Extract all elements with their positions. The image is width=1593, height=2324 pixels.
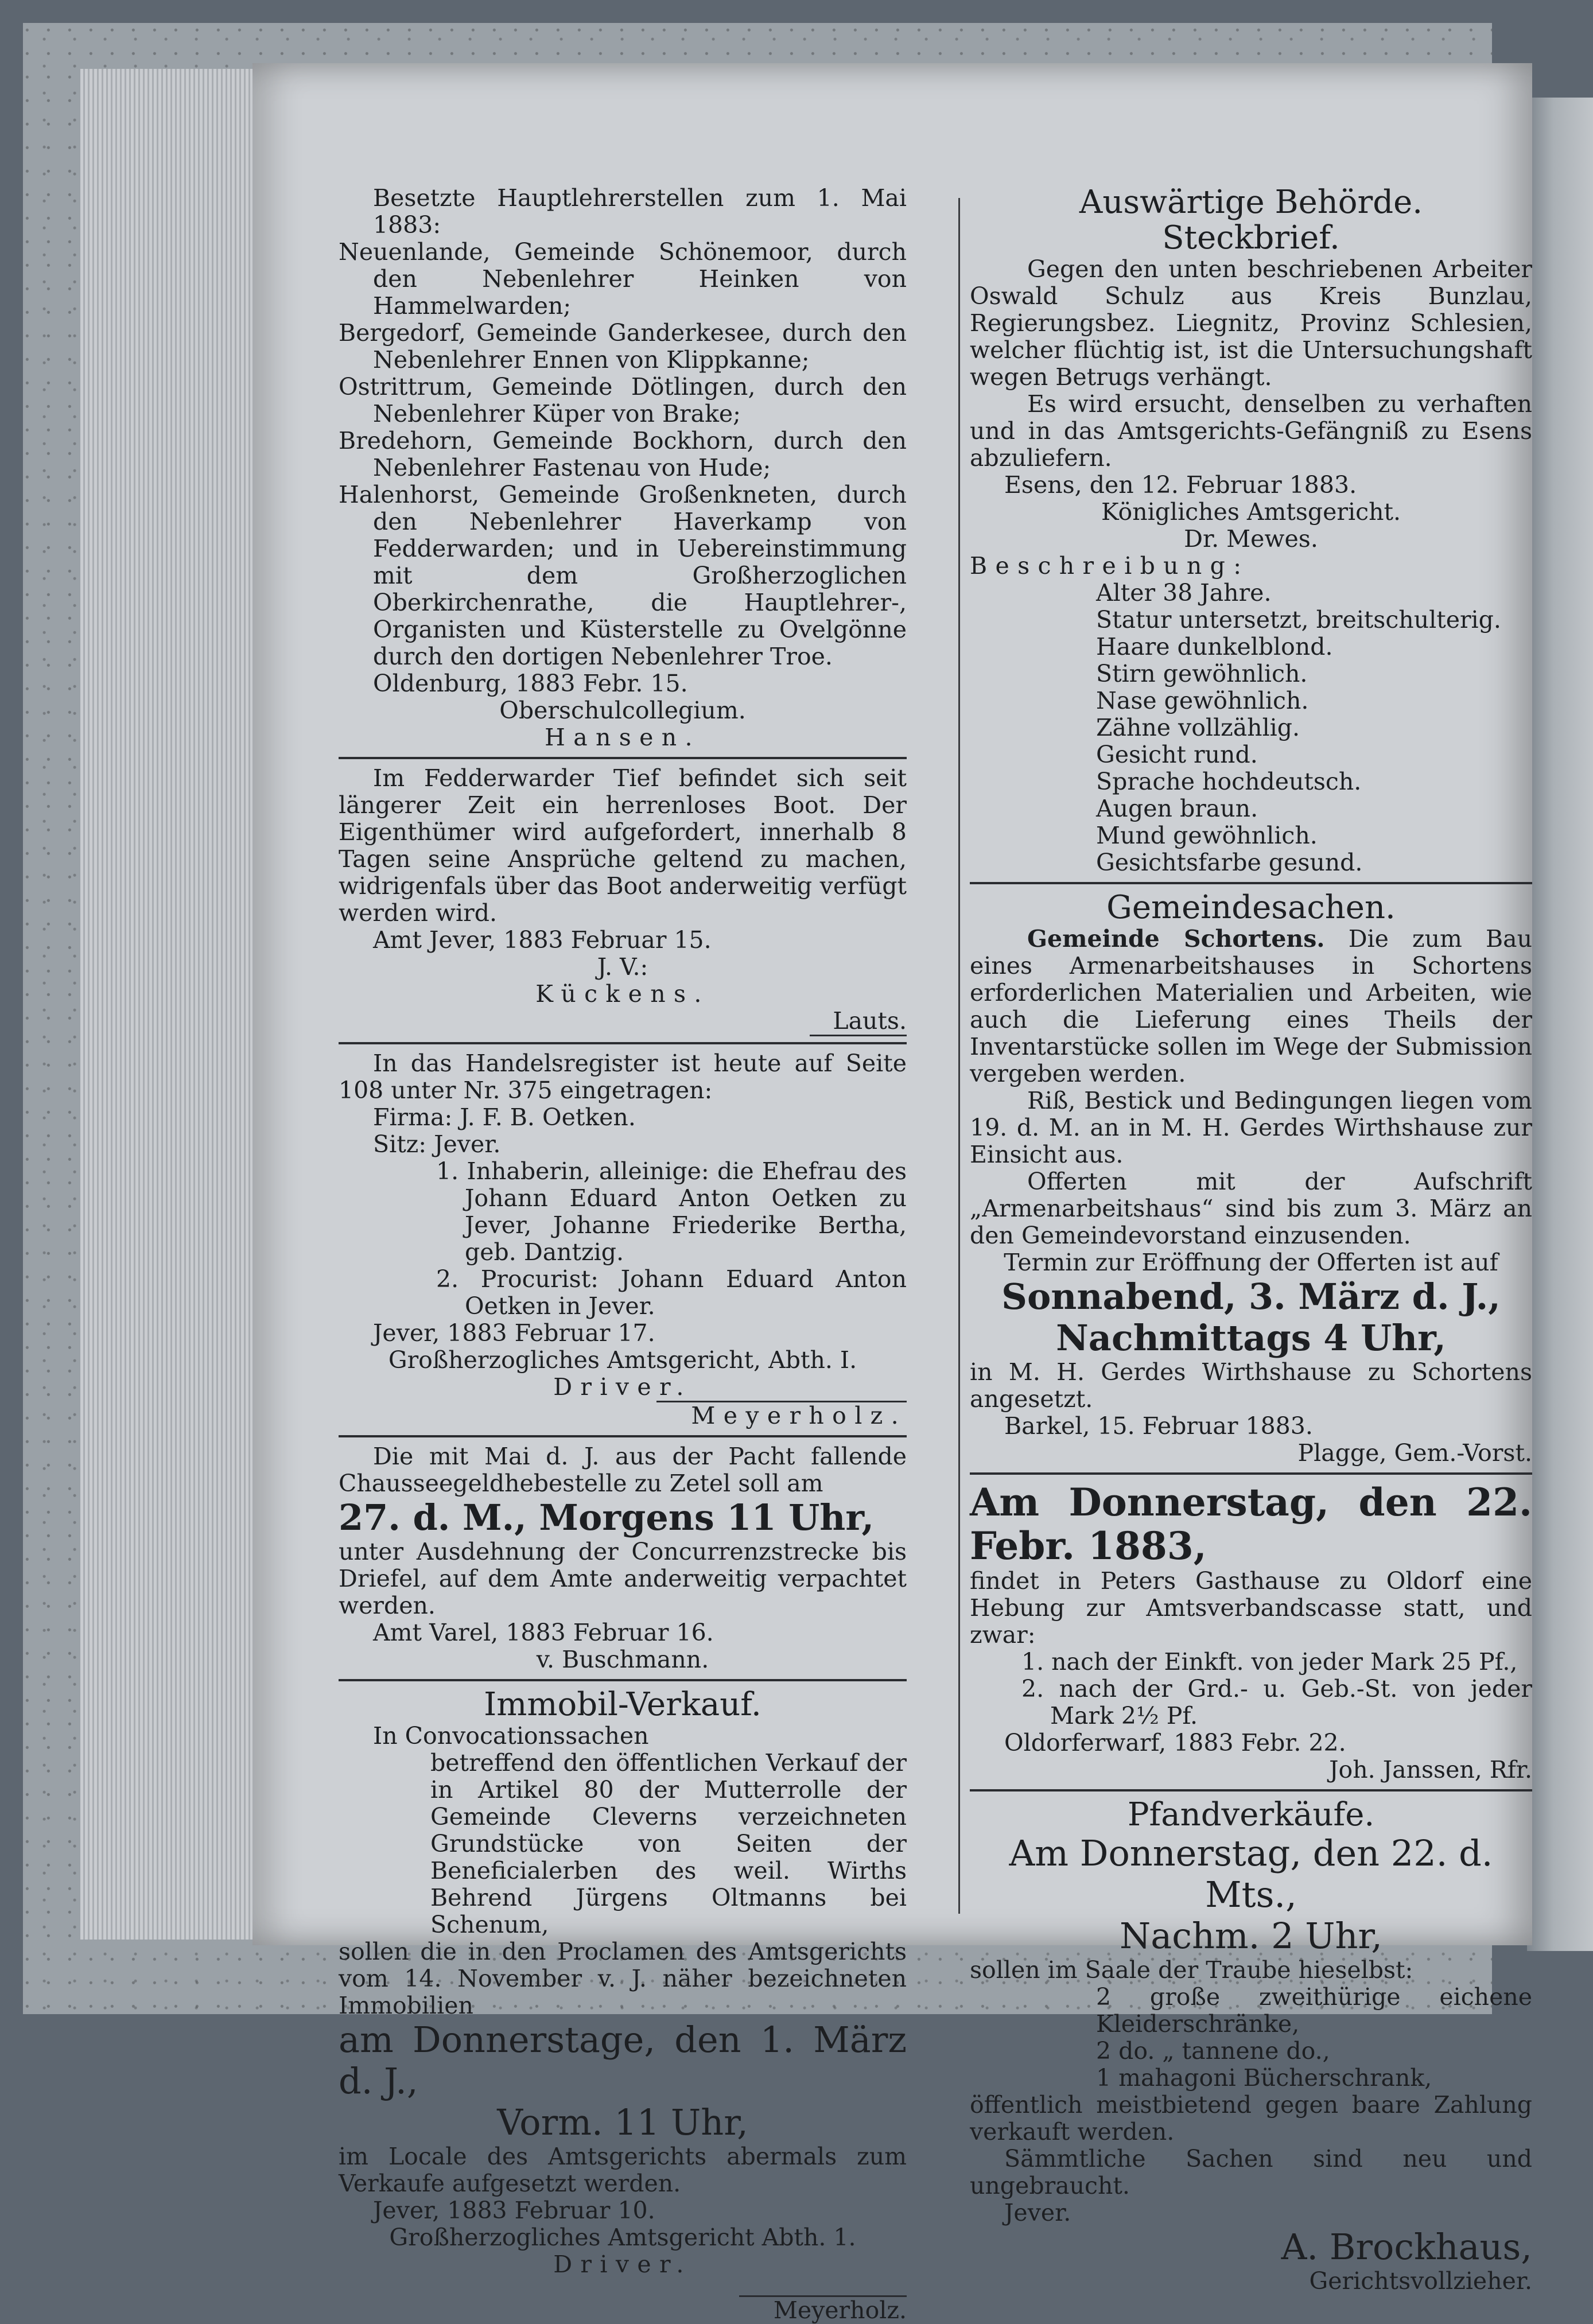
description-item: Gesicht rund. xyxy=(1096,741,1258,768)
text-line: Termin zur Eröffnung der Offerten ist auf xyxy=(1004,1249,1498,1276)
text-paragraph: in M. H. Gerdes Wirthshause zu Schortens angesetzt. xyxy=(970,1358,1532,1413)
signature-name: A. Brockhaus, xyxy=(1281,2226,1532,2268)
date-highlight: 27. d. M., Morgens 11 Uhr, xyxy=(339,1497,875,1538)
separator xyxy=(339,1042,907,1044)
description-item: Haare dunkelblond. xyxy=(1096,633,1333,660)
description-item: Mund gewöhnlich. xyxy=(1096,822,1318,849)
signature-name: Hansen. xyxy=(545,724,701,751)
text-paragraph: betreffend den öffentlichen Verkauf der in Artikel 80 der Mutterrolle der Gemeinde Cleverns verzeichneten Grundstücke von Seiten der Beneficialerben des weil. Wirths Behrend Jürgens Oltmanns bei Schenum, xyxy=(430,1749,907,1938)
lead-text: Gemeinde Schortens. xyxy=(1027,925,1325,953)
signature-name: Kückens. xyxy=(535,980,710,1008)
column-divider xyxy=(958,198,960,1914)
text-line: Bergedorf, Gemeinde Ganderkesee, durch den Nebenlehrer Ennen von Klippkanne; xyxy=(339,319,907,374)
firm-line: Firma: J. F. B. Oetken. xyxy=(373,1103,636,1131)
text-line: sollen im Saale der Traube hieselbst: xyxy=(970,1956,1413,1984)
right-column xyxy=(970,185,1532,2295)
date-line: Jever, 1883 Februar 17. xyxy=(373,1319,655,1347)
signature-prefix: J. V.: xyxy=(597,953,648,981)
description-item: Stirn gewöhnlich. xyxy=(1096,660,1308,687)
text-paragraph: Im Fedderwarder Tief befindet sich seit längerer Zeit ein herrenloses Boot. Der Eigenthümer wird aufgefordert, innerhalb 8 Tagen seine Ansprüche geltend zu machen, widrigenfals über das Boot anderweitig verfügt werden wird. xyxy=(339,764,907,927)
text-paragraph: Riß, Bestick und Bedingungen liegen vom 19. d. M. an in M. H. Gerdes Wirthshause zur Einsicht aus. xyxy=(970,1087,1532,1168)
text-line: Ostrittrum, Gemeinde Dötlingen, durch den Nebenlehrer Küper von Brake; xyxy=(339,373,907,428)
section-heading: Pfandverkäufe. xyxy=(1127,1796,1375,1833)
signature-name: Plagge, Gem.-Vorst. xyxy=(1297,1439,1532,1467)
clerk-signature: Lauts. xyxy=(810,1008,907,1036)
announcement-tax-collection xyxy=(970,1480,1532,1783)
separator xyxy=(339,1679,907,1681)
separator xyxy=(970,1789,1532,1791)
signature-title: Gerichtsvollzieher. xyxy=(1309,2267,1532,2295)
list-item: 1. Inhaberin, alleinige: die Ehefrau des Johann Eduard Anton Oetken zu Jever, Johanne Friederike Bertha, geb. Dantzig. xyxy=(436,1157,907,1266)
book-spine xyxy=(1527,98,1593,1951)
date-line: Amt Varel, 1883 Februar 16. xyxy=(373,1619,714,1646)
list-item: 2. Procurist: Johann Eduard Anton Oetken in Jever. xyxy=(436,1265,907,1320)
text-paragraph: Gegen den unten beschriebenen Arbeiter Oswald Schulz aus Kreis Bunzlau, Regierungsbez. Liegnitz, Provinz Schlesien, welcher flüchtig ist, ist die Untersuchungshaft wegen Betrugs verhängt. xyxy=(970,255,1532,391)
list-item: 2 do. „ tannene do., xyxy=(1096,2037,1330,2065)
announcement-property-sale xyxy=(339,1687,907,2324)
date-highlight: Am Donnerstag, den 22. Febr. 1883, xyxy=(970,1480,1532,1568)
seat-line: Sitz: Jever. xyxy=(373,1130,501,1158)
signature-name: Driver. xyxy=(553,1373,692,1401)
signature-name: Joh. Janssen, Rfr. xyxy=(1329,1756,1532,1783)
text-paragraph: findet in Peters Gasthause zu Oldorf eine Hebung zur Amtsverbandscasse statt, und zwar: xyxy=(970,1567,1532,1649)
list-item: 1 mahagoni Bücherschrank, xyxy=(1096,2064,1432,2092)
announcement-teacher-posts xyxy=(339,185,907,751)
text-paragraph: In das Handelsregister ist heute auf Seite 108 unter Nr. 375 eingetragen: xyxy=(339,1050,907,1104)
section-heading: Auswärtige Behörde. xyxy=(1079,184,1423,221)
date-line: Amt Jever, 1883 Februar 15. xyxy=(373,926,712,954)
description-item: Statur untersetzt, breitschulterig. xyxy=(1096,606,1501,634)
text-paragraph: unter Ausdehnung der Concurrenzstrecke bis Driefel, auf dem Amte anderweitig verpachtet werden. xyxy=(339,1538,907,1619)
section-heading: Gemeindesachen. xyxy=(1106,889,1396,926)
signature-name: Driver. xyxy=(553,2251,692,2278)
page-edges xyxy=(80,69,264,1940)
separator xyxy=(339,1435,907,1437)
announcement-wanted xyxy=(970,185,1532,876)
text-line: Bredehorn, Gemeinde Bockhorn, durch den Nebenlehrer Fastenau von Hude; xyxy=(339,427,907,481)
description-title: Beschreibung: xyxy=(970,552,1250,580)
text-paragraph: Die mit Mai d. J. aus der Pacht fallende Chausseegeldhebestelle zu Zetel soll am xyxy=(339,1443,907,1497)
date-line: Oldenburg, 1883 Febr. 15. xyxy=(373,670,688,697)
left-column xyxy=(339,185,907,2324)
text-line: Neuenlande, Gemeinde Schönemoor, durch den Nebenlehrer Heinken von Hammelwarden; xyxy=(339,238,907,320)
date-line: Barkel, 15. Februar 1883. xyxy=(1004,1412,1313,1440)
announcement-pawn-sale xyxy=(970,1797,1532,2295)
text-line: Besetzte Hauptlehrerstellen zum 1. Mai 1883: xyxy=(373,184,907,239)
signature-office: Großherzogliches Amtsgericht, Abth. I. xyxy=(388,1346,857,1374)
list-item: 2 große zweithürige eichene Kleiderschränke, xyxy=(1096,1983,1532,2038)
date-line: Oldorferwarf, 1883 Febr. 22. xyxy=(1004,1729,1346,1756)
date-highlight: Am Donnerstag, den 22. d. Mts., xyxy=(1009,1832,1493,1915)
clerk-signature: Meyerholz. xyxy=(739,2295,907,2324)
signature-office: Königliches Amtsgericht. xyxy=(1101,498,1401,526)
text-paragraph: Offerten mit der Aufschrift „Armenarbeitshaus“ sind bis zum 3. März an den Gemeindevorstand einzusenden. xyxy=(970,1168,1532,1249)
text-line: Halenhorst, Gemeinde Großenkneten, durch den Nebenlehrer Haverkamp von Fedderwarden; und in Uebereinstimmung mit dem Großherzoglichen Oberkirchenrathe, die Hauptlehrer-, Organisten und Küsterstelle zu Ovelgönne durch den dortigen Nebenlehrer Troe. xyxy=(339,481,907,670)
time-highlight: Nachmittags 4 Uhr, xyxy=(1056,1317,1446,1359)
text-paragraph: sollen die in den Proclamen des Amtsgerichts vom 14. November v. J. näher bezeichneten Immobilien xyxy=(339,1938,907,2019)
clerk-signature: Meyerholz. xyxy=(656,1401,907,1429)
text-paragraph: Sämmtliche Sachen sind neu und ungebraucht. xyxy=(970,2145,1532,2199)
description-item: Alter 38 Jahre. xyxy=(1096,579,1272,607)
date-highlight: Sonnabend, 3. März d. J., xyxy=(1001,1276,1501,1318)
description-item: Zähne vollzählig. xyxy=(1096,714,1300,741)
description-item: Nase gewöhnlich. xyxy=(1096,687,1309,714)
date-line: Esens, den 12. Februar 1883. xyxy=(1004,471,1357,499)
announcement-toll-station xyxy=(339,1443,907,1673)
announcement-boat xyxy=(339,765,907,1036)
separator xyxy=(970,882,1532,884)
time-highlight: Vorm. 11 Uhr, xyxy=(497,2101,748,2143)
signature-name: Dr. Mewes. xyxy=(1184,525,1318,553)
text-paragraph: im Locale des Amtsgerichts abermals zum Verkaufe aufgesetzt werden. xyxy=(339,2143,907,2197)
section-heading: Immobil-Verkauf. xyxy=(484,1686,761,1723)
signature-office: Großherzogliches Amtsgericht Abth. 1. xyxy=(389,2224,856,2251)
signature-office: Oberschulcollegium. xyxy=(499,697,746,724)
text-paragraph: Die zum Bau eines Armenarbeitshauses in Schortens erforderlichen Materialien und Arbeiten, wie auch die Lieferung eines Theils der Inventarstücke sollen im Wege der Submission vergeben werden. xyxy=(970,925,1532,1087)
text-paragraph: öffentlich meistbietend gegen baare Zahlung verkauft werden. xyxy=(970,2091,1532,2146)
list-item: 2. nach der Grd.- u. Geb.-St. von jeder Mark 2½ Pf. xyxy=(1021,1675,1532,1730)
list-item: 1. nach der Einkft. von jeder Mark 25 Pf., xyxy=(1021,1648,1518,1676)
announcement-commercial-register xyxy=(339,1050,907,1429)
signature-name: v. Buschmann. xyxy=(536,1646,709,1673)
date-line: Jever, 1883 Februar 10. xyxy=(373,2197,655,2224)
announcement-municipal xyxy=(970,890,1532,1467)
separator xyxy=(339,757,907,759)
date-highlight: am Donnerstage, den 1. März d. J., xyxy=(339,2019,907,2102)
description-item: Augen braun. xyxy=(1096,795,1258,822)
description-item: Gesichtsfarbe gesund. xyxy=(1096,849,1363,876)
section-subheading: Steckbrief. xyxy=(1162,219,1340,257)
place-line: Jever. xyxy=(1004,2199,1071,2226)
text-paragraph: Es wird ersucht, denselben zu verhaften und in das Amtsgerichts-Gefängniß zu Esens abzuliefern. xyxy=(970,390,1532,472)
time-highlight: Nachm. 2 Uhr, xyxy=(1120,1915,1382,1957)
text-line: In Convocationssachen xyxy=(373,1722,649,1750)
separator xyxy=(970,1472,1532,1475)
description-item: Sprache hochdeutsch. xyxy=(1096,768,1362,795)
